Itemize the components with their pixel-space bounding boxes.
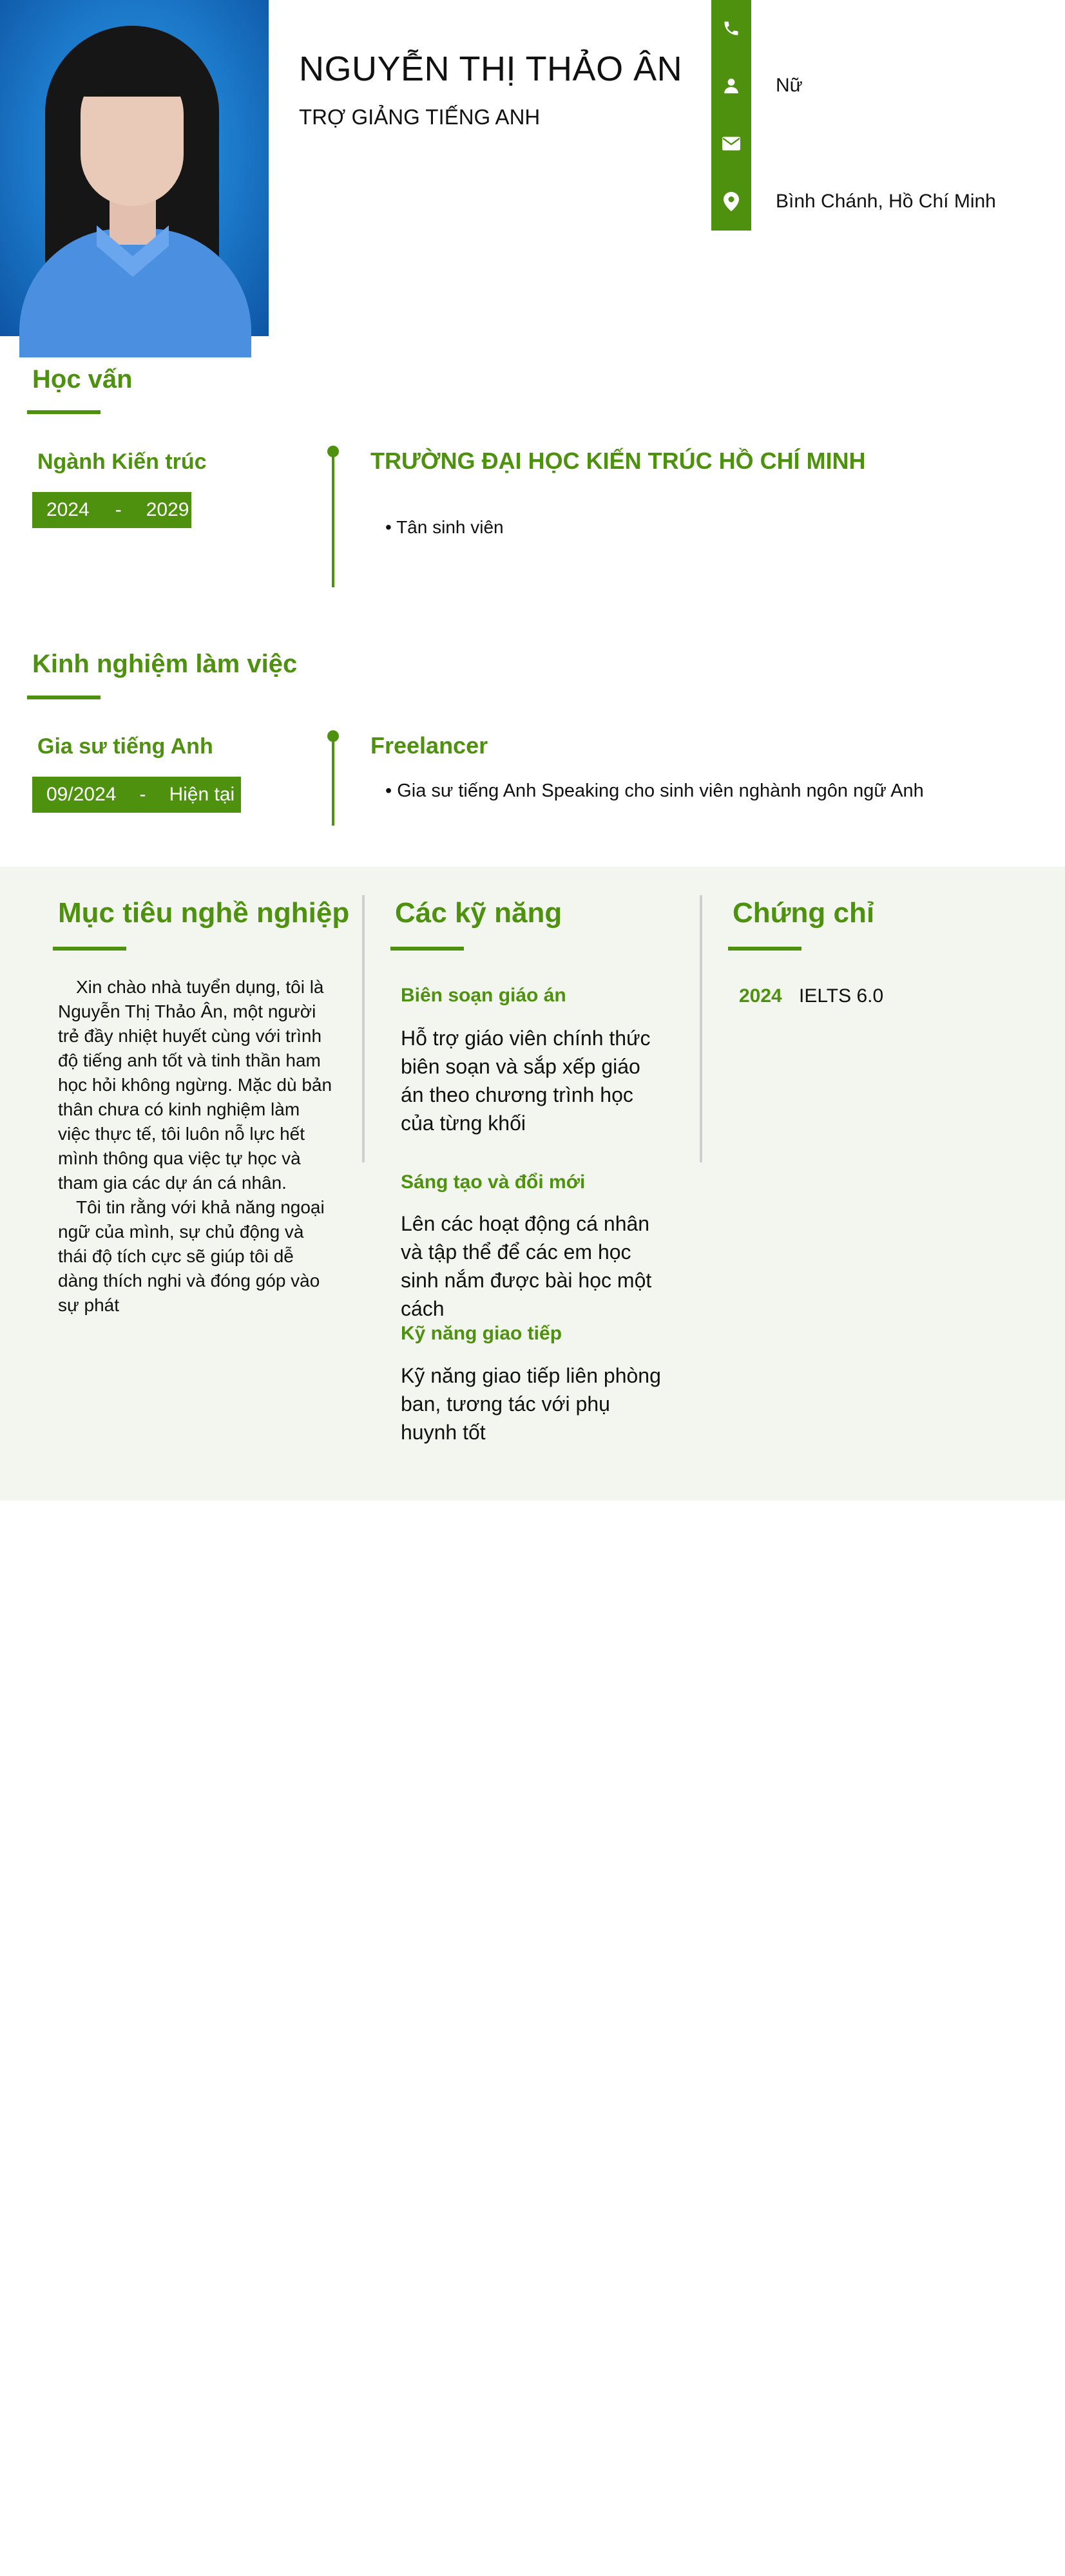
education-major: Ngành Kiến trúc [37, 450, 207, 474]
experience-role: Gia sư tiếng Anh [37, 734, 213, 759]
phone-icon [711, 14, 751, 43]
contact-icon-bar [711, 0, 751, 231]
education-underline [27, 410, 101, 414]
skill-desc-1: Hỗ trợ giáo viên chính thức biên soạn và sắp xếp giáo án theo chương trình học của từng khối [401, 1027, 651, 1135]
candidate-name: NGUYỄN THỊ THẢO ÂN [299, 50, 683, 88]
job-title: TRỢ GIẢNG TIẾNG ANH [299, 105, 541, 129]
education-detail: • Tân sinh viên [385, 517, 504, 537]
skill-name-2: Sáng tạo và đổi mới [401, 1171, 586, 1193]
experience-underline [27, 696, 101, 699]
education-separator: - [115, 499, 122, 520]
certificates-underline [728, 947, 801, 951]
education-school: TRƯỜNG ĐẠI HỌC KIẾN TRÚC HỒ CHÍ MINH [370, 448, 866, 474]
experience-timeline-line [332, 735, 334, 826]
objective-underline [53, 947, 126, 951]
certificates-title: Chứng chỉ [733, 897, 875, 929]
envelope-icon [711, 129, 751, 158]
objective-title: Mục tiêu nghề nghiệp [58, 897, 350, 929]
objective-paragraph-1: Xin chào nhà tuyển dụng, tôi là Nguyễn Thị Thảo Ân, một người trẻ đầy nhiệt huyết cùng với trình độ tiếng anh tốt và tinh thần ham học hỏi không ngừng. Mặc dù bản thân chưa có kinh nghiệm làm việc thực tế, tôi luôn nỗ lực hết mình thông qua việc tự học và tham gia các dự án cá nhân. [58, 977, 332, 1193]
objective-text [58, 975, 335, 1315]
skills-title: Các kỹ năng [395, 897, 562, 929]
experience-date-pill [32, 777, 241, 813]
education-timeline-line [332, 451, 334, 587]
column-divider-2 [700, 895, 702, 1162]
education-end: 2029 [146, 499, 189, 520]
skills-underline [390, 947, 464, 951]
user-icon [711, 71, 751, 100]
map-pin-icon [711, 187, 751, 216]
certificate-name: IELTS 6.0 [799, 985, 884, 1007]
column-divider-1 [362, 895, 365, 1162]
skill-name-1: Biên soạn giáo án [401, 985, 566, 1006]
gender-value: Nữ [776, 75, 803, 96]
certificate-year: 2024 [739, 985, 782, 1007]
experience-start: 09/2024 [46, 784, 117, 805]
experience-company: Freelancer [370, 732, 488, 759]
profile-photo [0, 0, 269, 336]
experience-end: Hiện tại [169, 784, 235, 805]
education-title: Học vấn [32, 365, 133, 393]
education-start: 2024 [46, 499, 90, 520]
objective-paragraph-2: Tôi tin rằng với khả năng ngoại ngữ của mình, sự chủ động và thái độ tích cực sẽ giúp tôi dễ dàng thích nghi và đóng góp vào sự phát [58, 1197, 325, 1315]
address-value: Bình Chánh, Hồ Chí Minh [776, 191, 996, 212]
experience-detail: • Gia sư tiếng Anh Speaking cho sinh viên nghành ngôn ngữ Anh [385, 781, 924, 801]
skill-desc-3: Kỹ năng giao tiếp liên phòng ban, tương tác với phụ huynh tốt [401, 1364, 661, 1444]
skill-name-3: Kỹ năng giao tiếp [401, 1323, 562, 1344]
experience-title: Kinh nghiệm làm việc [32, 650, 298, 678]
experience-separator: - [139, 784, 146, 805]
skill-desc-2: Lên các hoạt động cá nhân và tập thể để các em học sinh nắm được bài học một cách [401, 1212, 652, 1320]
education-date-pill [32, 492, 191, 528]
